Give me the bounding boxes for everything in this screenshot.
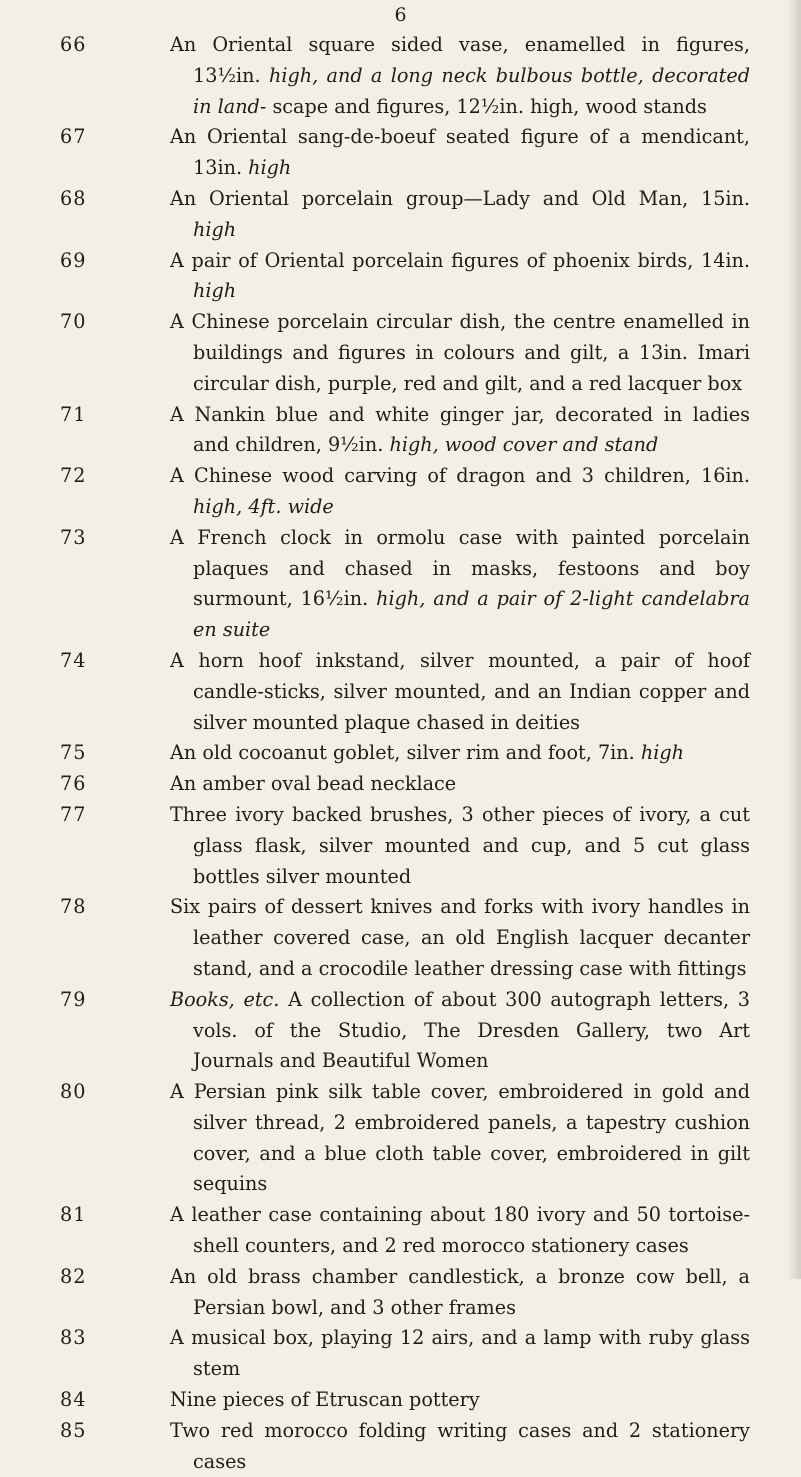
lot-entry	[60, 184, 750, 246]
lot-description-italic: high, and a long neck bulbous bottle, decorated in land-	[193, 63, 750, 118]
lot-entry	[60, 646, 750, 738]
lot-description	[170, 646, 750, 738]
lot-number: 80	[60, 1080, 87, 1104]
lot-description-italic: high	[193, 279, 237, 303]
lot-description	[170, 307, 750, 399]
lot-number: 73	[60, 525, 87, 549]
lot-description-rest: scape and figures, 12½in. high, wood stands	[272, 94, 707, 118]
lot-description	[170, 769, 750, 800]
lot-description-text: Books, etc.	[170, 987, 280, 1011]
lot-entry	[60, 523, 750, 646]
lot-entry	[60, 1416, 750, 1477]
lot-description	[170, 30, 750, 122]
lot-description-text: An old cocoanut goblet, silver rim and foot, 7in.	[170, 741, 635, 765]
lot-description-text: An old brass chamber candlestick, a bronze cow bell, a Persian bowl, and 3 other frames	[170, 1264, 750, 1319]
lot-entry	[60, 400, 750, 462]
lot-description-italic: high, wood cover and stand	[389, 433, 659, 457]
lot-description-text: Three ivory backed brushes, 3 other pieces of ivory, a cut glass flask, silver mounted and cup, and 5 cut glass bottles silver mounted	[170, 802, 750, 888]
lot-description-text: An Oriental square sided vase, enamelled in figures, 13½in.	[170, 33, 750, 87]
lot-description	[170, 184, 750, 246]
lot-entry	[60, 1262, 750, 1324]
lot-number: 84	[60, 1388, 87, 1412]
lot-description-italic: high	[248, 156, 292, 180]
lot-description-text: An amber oval bead necklace	[170, 772, 457, 796]
lot-entry	[60, 122, 750, 184]
lot-entry	[60, 1323, 750, 1385]
lot-description-text: A horn hoof inkstand, silver mounted, a pair of hoof candle-sticks, silver mounted, and an Indian copper and silver mounted plaque chased in deities	[170, 648, 750, 734]
lot-number: 66	[60, 33, 87, 56]
lot-description-text: Nine pieces of Etruscan pottery	[170, 1388, 480, 1412]
lot-entry	[60, 1385, 750, 1416]
lot-description-text: A Persian pink silk table cover, embroidered in gold and silver thread, 2 embroidered panels, a tapestry cushion cover, and a blue cloth table cover, embroidered in gilt sequins	[170, 1080, 750, 1196]
lot-description	[170, 1262, 750, 1324]
lot-description-italic: high, 4ft. wide	[193, 494, 334, 518]
lot-description-text: A musical box, playing 12 airs, and a lamp with ruby glass stem	[170, 1326, 750, 1381]
lot-list	[60, 30, 750, 1477]
lot-entry	[60, 769, 750, 800]
lot-description	[170, 800, 750, 892]
lot-description-text: A Chinese wood carving of dragon and 3 children, 16in.	[170, 464, 750, 488]
lot-description-text: Two red morocco folding writing cases and 2 stationery cases	[170, 1418, 750, 1473]
lot-description-text: An Oriental sang-de-boeuf seated figure of a mendicant, 13in.	[170, 125, 750, 180]
lot-description-text: A pair of Oriental porcelain figures of phoenix birds, 14in.	[170, 248, 750, 272]
lot-entry	[60, 30, 750, 122]
lot-number: 70	[60, 310, 87, 334]
lot-description-text: A leather case containing about 180 ivory and 50 tortoise-shell counters, and 2 red morocco stationery cases	[170, 1203, 750, 1258]
lot-description-text: A Chinese porcelain circular dish, the centre enamelled in buildings and figures in colours and gilt, a 13in. Imari circular dish, purple, red and gilt, and a red lacquer box	[170, 310, 750, 395]
lot-description	[170, 892, 750, 984]
lot-entry	[60, 461, 750, 523]
lot-entry	[60, 985, 750, 1077]
lot-entry	[60, 1200, 750, 1262]
lot-number: 78	[60, 895, 87, 919]
lot-number: 75	[60, 741, 87, 765]
lot-entry	[60, 307, 750, 399]
lot-description-italic: high, and a pair of 2-light candelabra en suite	[193, 587, 750, 642]
lot-number: 76	[60, 772, 87, 796]
lot-description-text: A French clock in ormolu case with painted porcelain plaques and chased in masks, festoons and boy surmount, 16½in.	[170, 525, 750, 611]
lot-number: 85	[60, 1418, 87, 1442]
lot-description-italic: high	[193, 217, 237, 241]
lot-number: 79	[60, 987, 87, 1011]
lot-description	[170, 1323, 750, 1385]
lot-description	[170, 1077, 750, 1200]
lot-description	[170, 1416, 750, 1477]
lot-description	[170, 523, 750, 646]
lot-number: 83	[60, 1326, 87, 1350]
page-edge-shadow	[787, 0, 801, 1279]
lot-entry	[60, 800, 750, 892]
lot-description	[170, 122, 750, 184]
lot-number: 81	[60, 1203, 87, 1227]
page-number: 6	[394, 4, 407, 26]
lot-number: 69	[60, 248, 87, 272]
lot-number: 82	[60, 1264, 87, 1288]
lot-description	[170, 1200, 750, 1262]
lot-number: 67	[60, 125, 87, 149]
lot-description	[170, 1385, 750, 1416]
lot-number: 72	[60, 464, 87, 488]
lot-description	[170, 246, 750, 308]
lot-description	[170, 461, 750, 523]
lot-description-text: An Oriental porcelain group—Lady and Old Man, 15in.	[170, 186, 750, 210]
lot-number: 77	[60, 802, 87, 826]
lot-entry	[60, 246, 750, 308]
lot-description-rest: A collection of about 300 autograph letters, 3 vols. of the Studio, The Dresden Gallery, two Art Journals and Beautiful Women	[193, 987, 750, 1073]
lot-entry	[60, 738, 750, 769]
lot-description	[170, 985, 750, 1077]
lot-description-text: Six pairs of dessert knives and forks with ivory handles in leather covered case, an old English lacquer decanter stand, and a crocodile leather dressing case with fittings	[170, 895, 750, 980]
lot-number: 71	[60, 402, 87, 426]
lot-description-italic: high	[640, 741, 684, 765]
lot-number: 68	[60, 186, 87, 210]
lot-description-text: A Nankin blue and white ginger jar, decorated in ladies and children, 9½in.	[170, 402, 750, 457]
lot-entry	[60, 1077, 750, 1200]
lot-entry	[60, 892, 750, 984]
lot-description	[170, 400, 750, 462]
lot-number: 74	[60, 648, 87, 672]
lot-description	[170, 738, 750, 769]
